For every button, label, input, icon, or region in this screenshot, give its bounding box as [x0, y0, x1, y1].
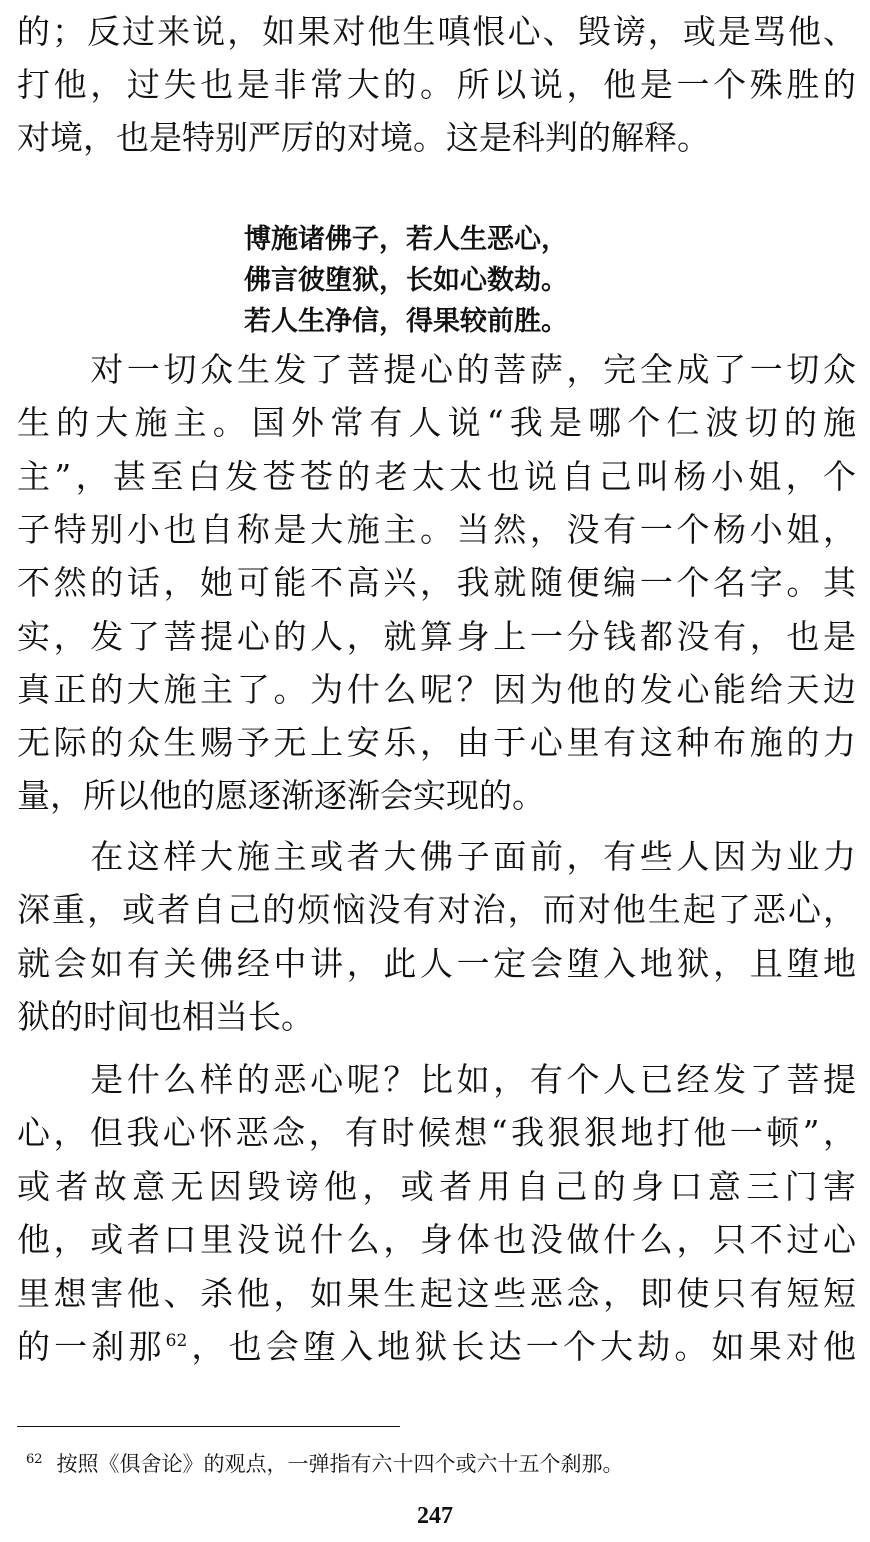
footnote-number: 62: [26, 1452, 43, 1467]
top-lines-line: 的；反过来说，如果对他生嗔恨心、毁谤，或是骂他、: [17, 12, 856, 51]
top-lines-line: 对境，也是特别严厉的对境。这是科判的解释。: [17, 118, 710, 157]
page-number: 247: [417, 1503, 453, 1529]
footnote-reference: 62: [165, 1331, 188, 1351]
paragraph-2-line: 在这样大施主或者大佛子面前，有些人因为业力: [17, 837, 856, 876]
last-line-after-ref: ，也会堕入地狱长达一个大劫。如果对他: [187, 1327, 856, 1366]
footnote: [26, 1446, 624, 1478]
paragraph-3-line: 里想害他、杀他，如果生起这些恶念，即使只有短短: [17, 1273, 856, 1313]
paragraph-1-line: 主”，甚至白发苍苍的老太太也说自己叫杨小姐，个: [17, 456, 856, 496]
paragraph-2-line: 狱的时间也相当长。: [17, 996, 314, 1036]
paragraph-3-line: 是什么样的恶心呢？比如，有个人已经发了菩提: [17, 1060, 856, 1099]
verse-line: 博施诸佛子，若人生恶心，: [244, 224, 568, 255]
paragraph-1-line: 对一切众生发了菩提心的菩萨，完全成了一切众: [17, 350, 856, 389]
paragraph-3-line: 他，或者口里没说什么，身体也没做什么，只不过心: [17, 1220, 856, 1260]
top-lines-line: 打他，过失也是非常大的。所以说，他是一个殊胜的: [17, 65, 856, 104]
paragraph-1-line: 真正的大施主了。为什么呢？因为他的发心能给天边: [17, 669, 856, 709]
paragraph-1-line: 子特别小也自称是大施主。当然，没有一个杨小姐，: [17, 509, 856, 549]
paragraph-2-line: 深重，或者自己的烦恼没有对治，而对他生起了恶心，: [17, 890, 856, 930]
paragraph-1-line: 不然的话，她可能不高兴，我就随便编一个名字。其: [17, 563, 856, 603]
paragraph-3-line: 心，但我心怀恶念，有时候想“我狠狠地打他一顿”，: [17, 1113, 856, 1153]
paragraph-3-last-line: [17, 1327, 856, 1369]
verse-line: 佛言彼堕狱，长如心数劫。: [244, 265, 568, 296]
verse-line: 若人生净信，得果较前胜。: [244, 306, 568, 337]
paragraph-3-line: 或者故意无因毁谤他，或者用自己的身口意三门害: [17, 1166, 856, 1206]
paragraph-1-line: 生的大施主。国外常有人说“我是哪个仁波切的施: [17, 403, 856, 443]
paragraph-2-line: 就会如有关佛经中讲，此人一定会堕入地狱，且堕地: [17, 943, 856, 983]
paragraph-1-line: 无际的众生赐予无上安乐，由于心里有这种布施的力: [17, 723, 856, 763]
paragraph-1-line: 量，所以他的愿逐渐逐渐会实现的。: [17, 776, 545, 816]
footnote-text: 按照《俱舍论》的观点，一弹指有六十四个或六十五个刹那。: [56, 1452, 624, 1476]
footnote-divider: [17, 1426, 400, 1427]
paragraph-1-line: 实，发了菩提心的人，就算身上一分钱都没有，也是: [17, 616, 856, 656]
last-line-before-ref: 的一刹那: [17, 1327, 166, 1366]
